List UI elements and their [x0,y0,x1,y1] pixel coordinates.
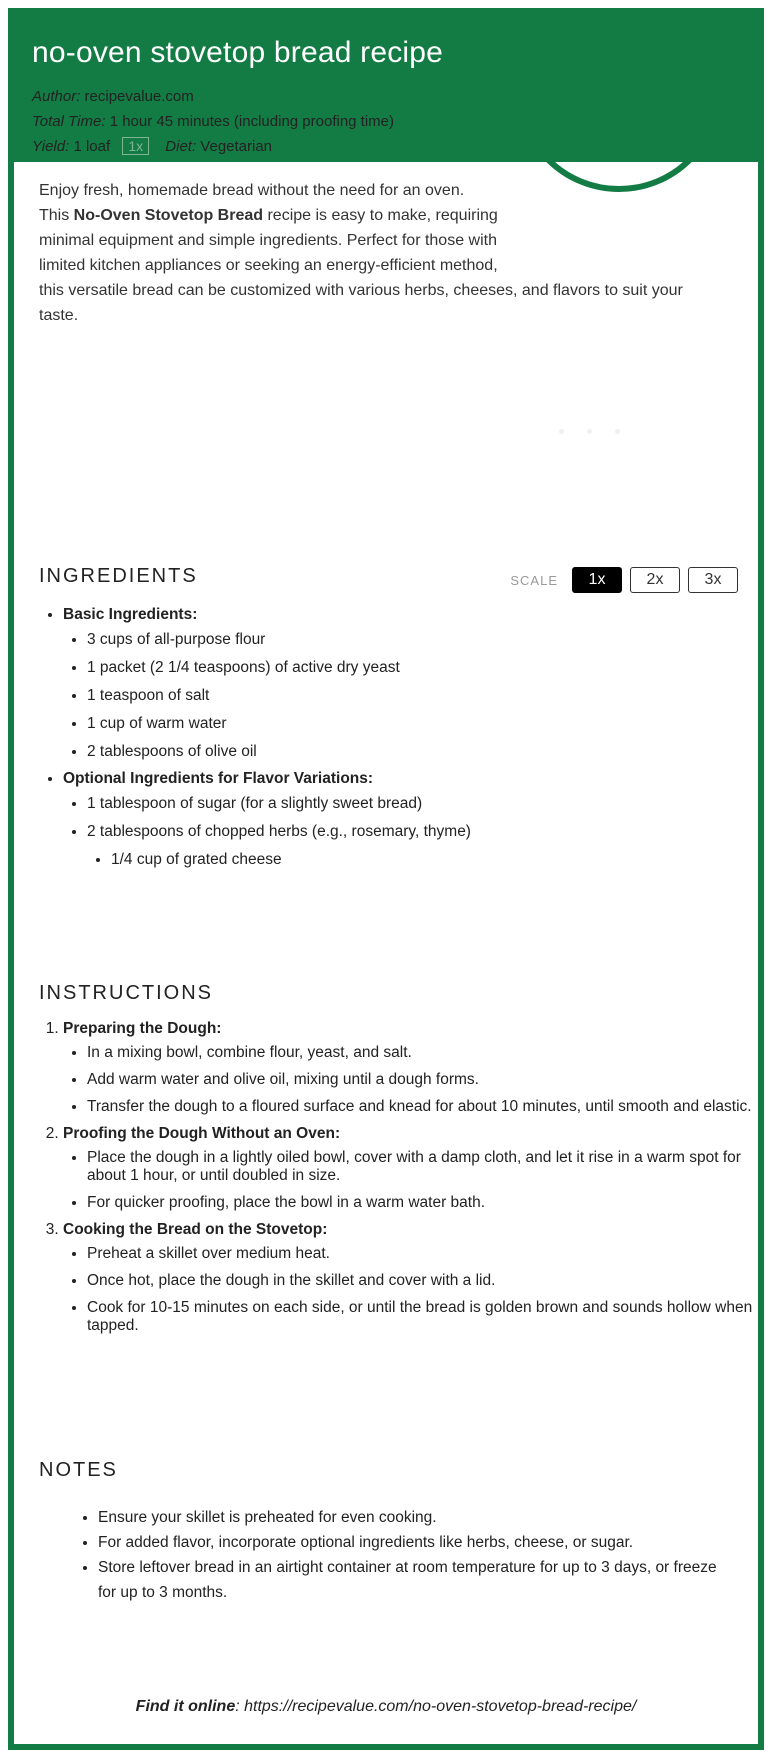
total-time-value: 1 hour 45 minutes (including proofing time) [109,113,395,130]
ingredient-group-title: • Basic Ingredients: [63,606,198,623]
summary-line: Enjoy fresh, homemade bread without the need for an oven. [39,182,465,199]
scale-1x-button[interactable]: 1x [572,567,622,593]
instruction-item: • Place the dough in a lightly oiled bowl, cover with a damp cloth, and let it rise in a warm spot for about 1 hour, or until doubled in size. [87,1149,753,1185]
yield-row [32,134,740,159]
instruction-item: • Transfer the dough to a floured surface and knead for about 10 minutes, until smooth and elastic. [87,1098,753,1116]
recipe-title: no-oven stovetop bread recipe [32,36,444,69]
recipe-card [8,8,764,1750]
ingredient-group [63,606,753,761]
ingredient-nested-list [87,850,753,869]
summary-line: minimal equipment and simple ingredients. Perfect for those with [39,232,497,249]
recipe-header [14,14,758,162]
scale-label: SCALE [510,572,558,588]
dot [587,429,592,434]
footer-separator: : [235,1698,245,1715]
instruction-substeps [63,1149,753,1212]
summary-text: This [39,207,74,224]
instruction-item: • For quicker proofing, place the bowl in a warm water bath. [87,1194,753,1212]
author-label: Author: [32,88,81,105]
instruction-item: • Cook for 10-15 minutes on each side, or until the bread is golden brown and sounds hollow when tapped. [87,1299,753,1335]
ingredient-item [87,822,753,869]
ingredients-heading: INGREDIENTS [39,565,198,587]
ingredient-item: • 1 teaspoon of salt [87,686,753,705]
notes-list [80,1505,738,1605]
yield-scale-badge[interactable]: 1x [122,137,149,155]
instruction-step [63,1221,753,1335]
instruction-step-title: 1. Preparing the Dough: [63,1020,222,1037]
ingredient-item: • 1 packet (2 1/4 teaspoons) of active dry yeast [87,658,753,677]
ingredient-item: • 1/4 cup of grated cheese [111,850,753,869]
yield-value: 1 loaf [73,138,111,155]
instruction-step [63,1020,753,1116]
scale-2x-button[interactable]: 2x [630,567,680,593]
ingredient-sublist [63,630,753,761]
summary-bold-name: No-Oven Stovetop Bread [73,207,264,224]
recipe-meta [32,84,740,159]
summary-line: limited kitchen appliances or seeking an energy-efficient method, [39,257,498,274]
instruction-substeps [63,1245,753,1335]
recipe-summary [39,178,719,328]
yield-label: Yield: [32,138,70,155]
diet-label: Diet: [165,138,197,155]
ingredient-group-title: • Optional Ingredients for Flavor Variations: [63,770,374,787]
dot [615,429,620,434]
recipe-url-link[interactable]: https://recipevalue.com/no-oven-stovetop-bread-recipe/ [244,1698,637,1715]
instruction-substeps [63,1044,753,1116]
instruction-item: • Once hot, place the dough in the skillet and cover with a lid. [87,1272,753,1290]
instruction-item: • In a mixing bowl, combine flour, yeast, and salt. [87,1044,753,1062]
summary-line: this versatile bread can be customized with various herbs, cheeses, and flavors to suit your taste. [39,282,683,324]
note-item: • Store leftover bread in an airtight container at room temperature for up to 3 days, or freeze for up to 3 months. [98,1555,738,1605]
ingredient-group [63,770,753,869]
note-item: • Ensure your skillet is preheated for even cooking. [98,1505,738,1530]
scale-control [510,567,738,593]
instruction-item: • Add warm water and olive oil, mixing until a dough forms. [87,1071,753,1089]
ingredient-sublist [63,794,753,869]
instruction-step-title: 3. Cooking the Bread on the Stovetop: [63,1221,328,1238]
ingredient-item: • 1 tablespoon of sugar (for a slightly sweet bread) [87,794,753,813]
scale-3x-button[interactable]: 3x [688,567,738,593]
loading-dots [559,429,620,434]
dot [559,429,564,434]
ingredient-item: • 2 tablespoons of olive oil [87,742,753,761]
instruction-step [63,1125,753,1212]
author-value: recipevalue.com [84,88,194,105]
instruction-step-title: 2. Proofing the Dough Without an Oven: [63,1125,341,1142]
instructions-list [39,1020,753,1344]
ingredient-item: • 1 cup of warm water [87,714,753,733]
total-time-row [32,109,740,134]
diet-value: Vegetarian [200,138,273,155]
instructions-heading: INSTRUCTIONS [39,982,213,1004]
ingredients-list [39,606,753,878]
summary-line [39,203,719,228]
instruction-item: • Preheat a skillet over medium heat. [87,1245,753,1263]
note-item: • For added flavor, incorporate optional ingredients like herbs, cheese, or sugar. [98,1530,738,1555]
ingredient-item-text: 2 tablespoons of chopped herbs (e.g., rosemary, thyme) [87,823,471,840]
find-online-label: Find it online [135,1698,236,1715]
summary-text: recipe is easy to make, requiring [263,207,498,224]
notes-heading: NOTES [39,1459,118,1481]
recipe-footer [14,1698,758,1716]
ingredient-item: • 3 cups of all-purpose flour [87,630,753,649]
total-time-label: Total Time: [32,113,106,130]
author-row [32,84,740,109]
